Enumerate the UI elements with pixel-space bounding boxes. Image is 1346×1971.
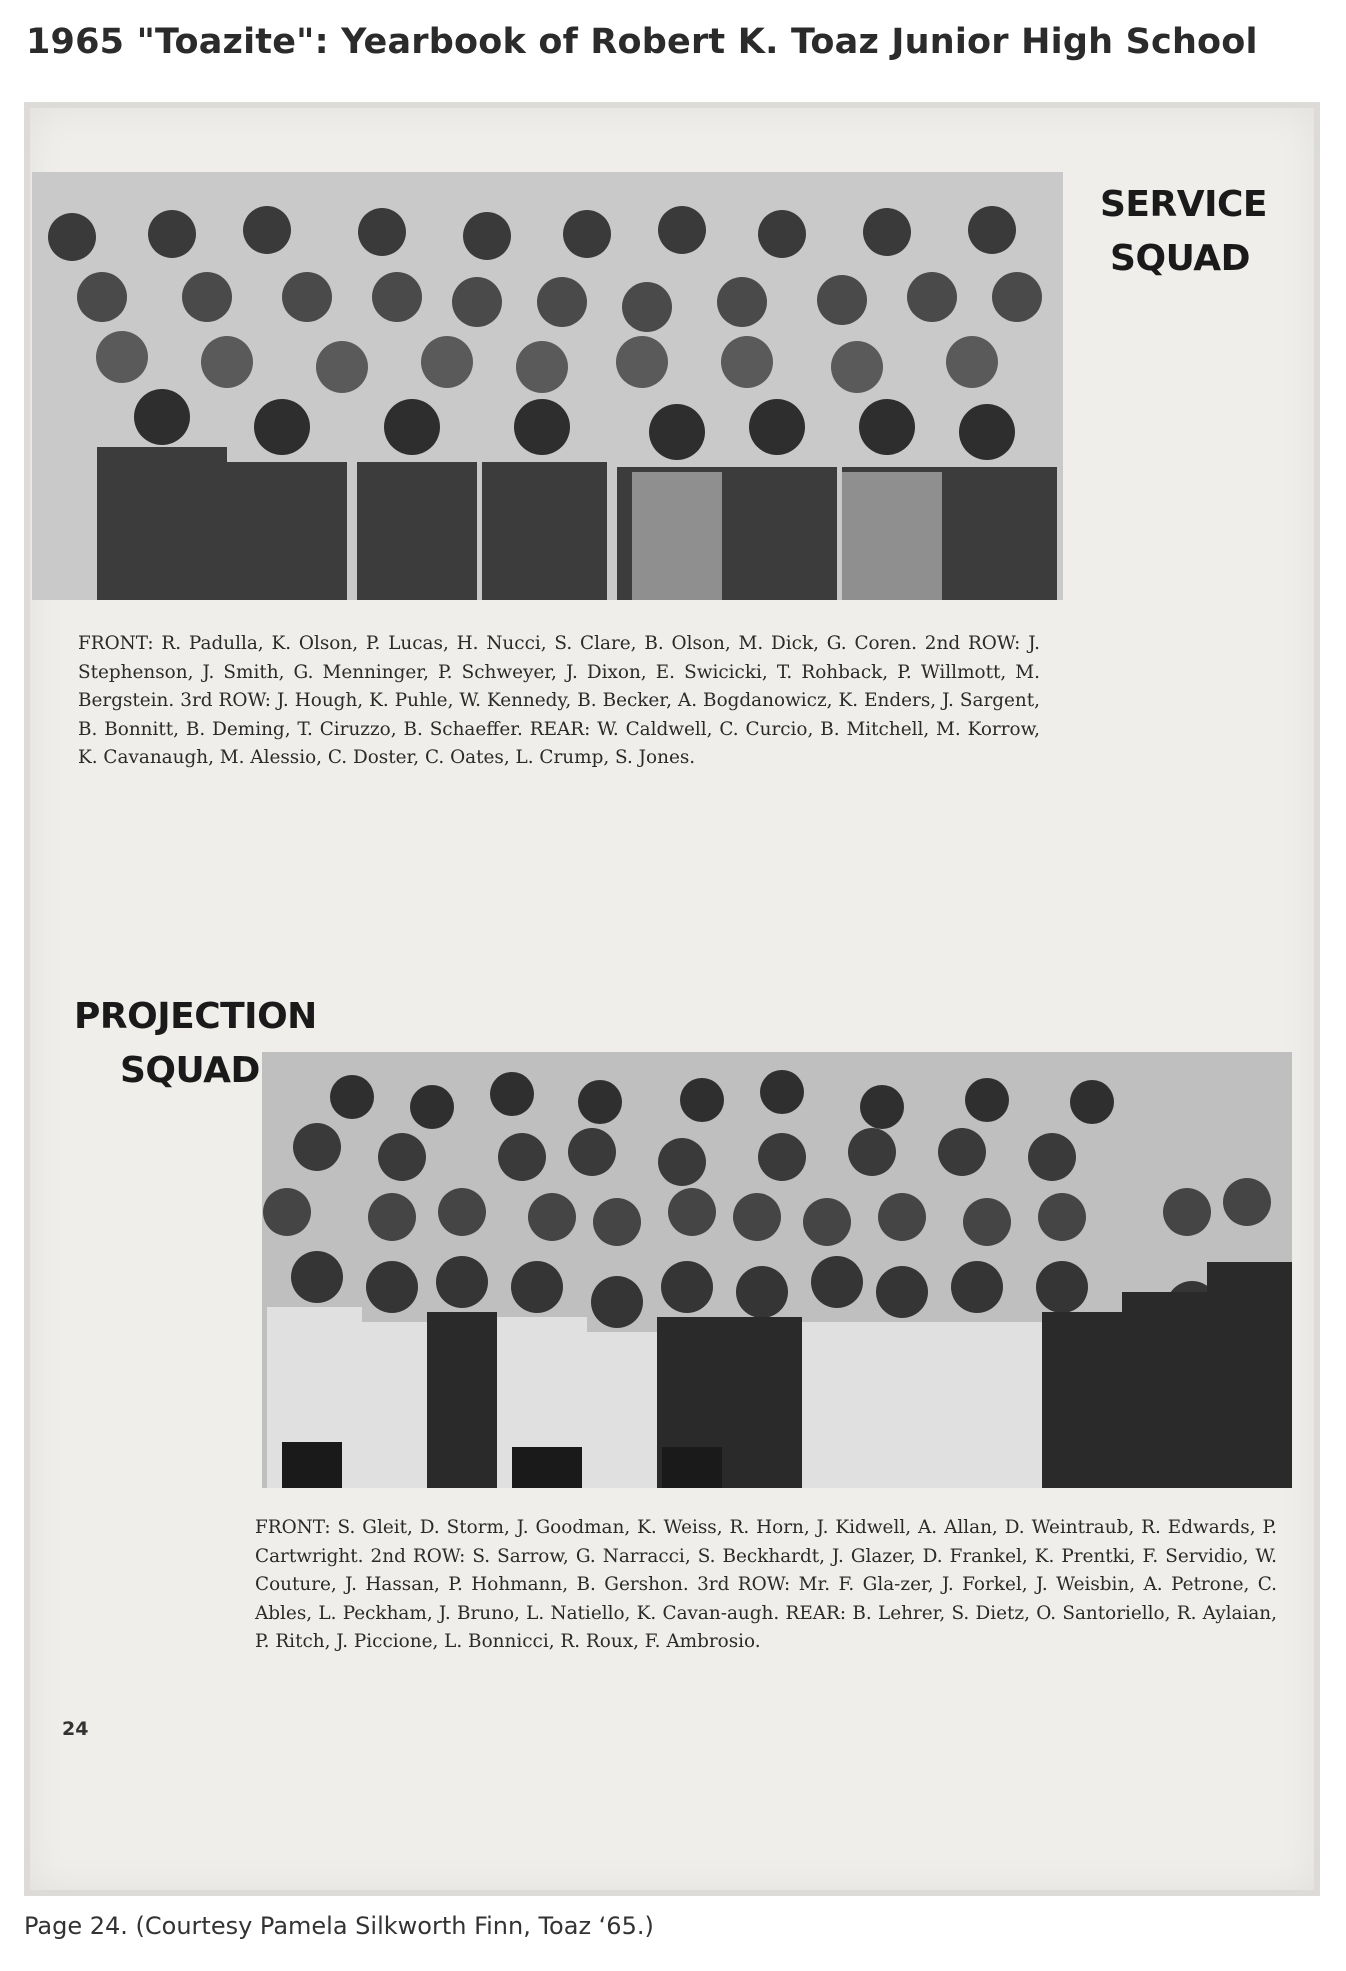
service-squad-caption: FRONT: R. Padulla, K. Olson, P. Lucas, H. Nucci, S. Clare, B. Olson, M. Dick, G. Coren. 2nd ROW: J. Stephenson, J. Smith, G. Menninger, P. Schweyer, J. Dixon, E. Swicicki, T. Rohback, P. Willmott, M. Bergstein. 3rd ROW: J. Hough, K. Puhle, W. Kennedy, B. Becker, A. Bogdanowicz, K. Enders, J. Sargent, B. Bonnitt, B. Deming, T. Ciruzzo, B. Schaeffer. REAR: W. Caldwell, C. Curcio, B. Mitchell, M. Korrow, K. Cavanaugh, M. Alessio, C. Doster, C. Oates, L. Crump, S. Jones. (78, 633, 1040, 768)
service-squad-photo (32, 172, 1063, 600)
projection-title-line1: PROJECTION (74, 996, 317, 1037)
service-title-line1: SERVICE (1100, 184, 1268, 225)
image-credit-caption: Page 24. (Courtesy Pamela Silkworth Finn, Toaz ‘65.) (24, 1912, 654, 1940)
projection-title-line2: SQUAD (120, 1050, 260, 1091)
page-title: 1965 "Toazite": Yearbook of Robert K. Toaz Junior High School (26, 22, 1258, 62)
projection-squad-caption: FRONT: S. Gleit, D. Storm, J. Goodman, K. Weiss, R. Horn, J. Kidwell, A. Allan, D. Weintraub, R. Edwards, P. Cartwright. 2nd ROW: S. Sarrow, G. Narracci, S. Beckhardt, J. Glazer, D. Frankel, K. Prentki, F. Servidio, W. Couture, J. Hassan, P. Hohmann, B. Gershon. 3rd ROW: Mr. F. Gla-zer, J. Forkel, J. Weisbin, A. Petrone, C. Ables, L. Peckham, J. Bruno, L. Natiello, K. Cavan-augh. REAR: B. Lehrer, S. Dietz, O. Santoriello, R. Aylaian, P. Ritch, J. Piccione, L. Bonnicci, R. Roux, F. Ambrosio. (255, 1517, 1277, 1652)
service-title-line2: SQUAD (1110, 238, 1250, 279)
page-number: 24 (62, 1718, 89, 1740)
service-squad-title (1100, 178, 1268, 286)
projection-squad-photo (262, 1052, 1292, 1488)
